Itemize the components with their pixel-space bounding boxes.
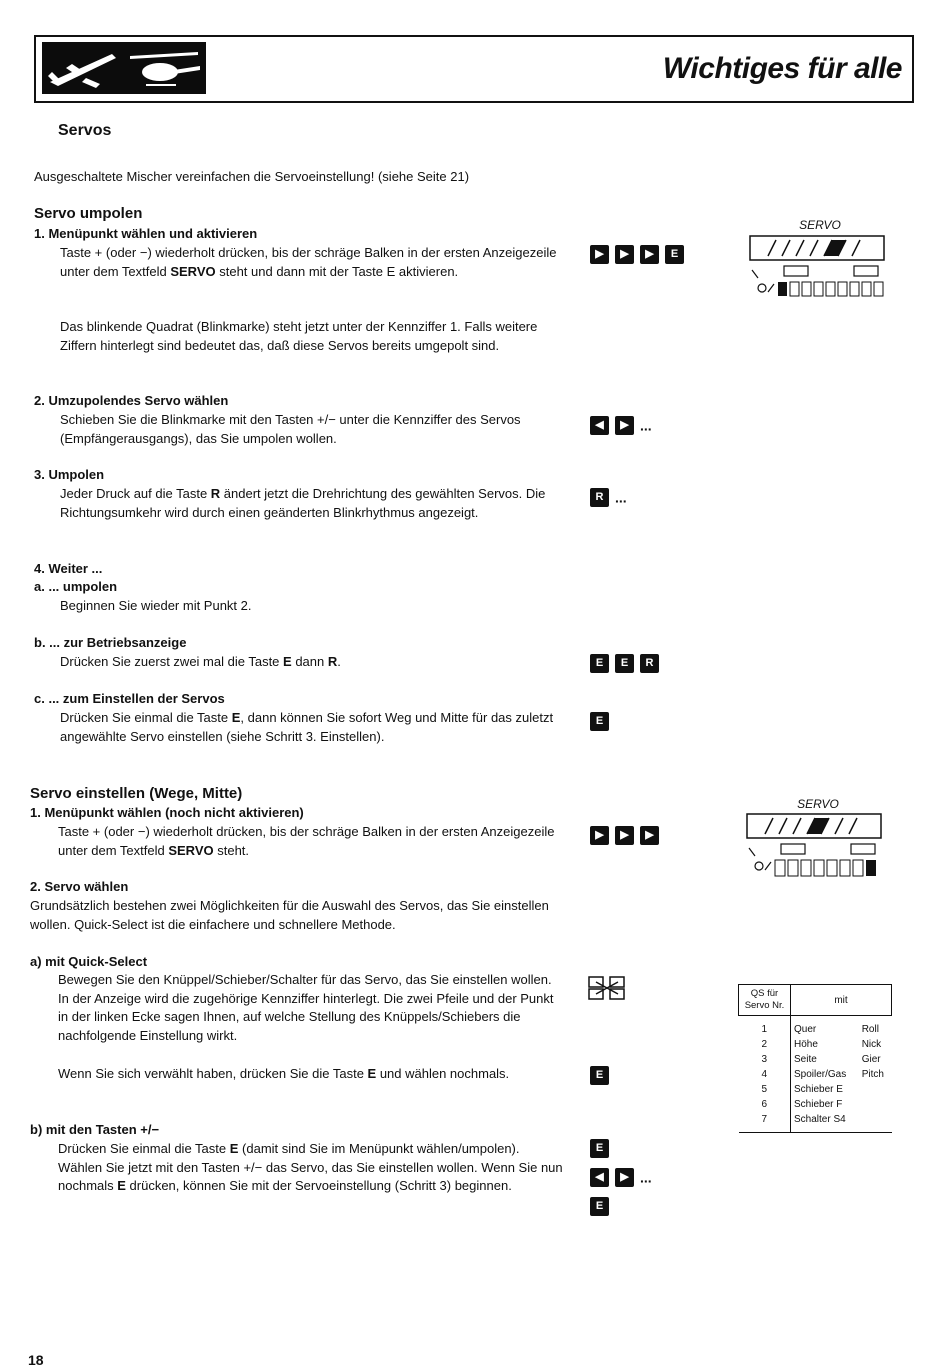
quick-select-keys [590,1066,615,1085]
plus-key-icon: ▶ [640,826,659,845]
step3-text: Jeder Druck auf die Taste R ändert jetzt die Drehrichtung des gewählten Servos. Die Richtungsumkehr wird durch einen geänderten Blinkrhythmus angezeigt. [60,486,546,520]
step2-title: 2. Umzupolendes Servo wählen [34,393,229,408]
e-key-icon: E [590,1197,609,1216]
e-key-icon: E [590,1066,609,1085]
e-key-icon: E [590,712,609,731]
tasten-keys-3 [590,1197,615,1216]
einst-step1-title: 1. Menüpunkt wählen (noch nicht aktivieren) [30,805,304,820]
step3-title: 3. Umpolen [34,467,105,482]
e-key-icon: E [590,654,609,673]
step4c-text: Drücken Sie einmal die Taste E, dann können Sie sofort Weg und Mitte für das zuletzt angewählte Servo einstellen (siehe Schritt 3. Einstellen). [60,710,554,744]
quick-select-text: Bewegen Sie den Knüppel/Schieber/Schalter für das Servo, das Sie einstellen wollen. In der Anzeige wird die zugehörige Kennziffer hinterlegt. Die zwei Pfeile und der Punkt in der linken Ecke sagen Ihnen, auf welche Stellung des Knüppels/Schiebers die nachfolgende Einstellung wirkt. [58,972,554,1043]
step3-keys [590,488,627,507]
step4-title: 4. Weiter ... [34,561,103,576]
table-header-servo-nr: QS für Servo Nr. [739,985,791,1016]
einst-step2-title: 2. Servo wählen [30,879,129,894]
plus-key-icon: ▶ [590,245,609,264]
table-row: 2 Höhe Nick [739,1037,892,1052]
r-key-icon: R [590,488,609,507]
einst-step1-keys [590,826,665,845]
page-title: Wichtiges für alle [662,52,902,85]
intro-text: Ausgeschaltete Mischer vereinfachen die Servoeinstellung! (siehe Seite 21) [34,169,470,184]
e-key-icon: E [590,1139,609,1158]
heading-servo-umpolen: Servo umpolen [34,205,143,222]
plus-key-icon: ▶ [615,416,634,435]
quick-select-title: a) mit Quick-Select [30,954,148,969]
airplane-icon [42,42,124,94]
tasten-text: Drücken Sie einmal die Taste E (damit sind Sie im Menüpunkt wählen/umpolen). Wählen Sie jetzt mit den Tasten +/− das Servo, das Sie einstellen wollen. Wenn Sie nun nochmals E drücken, können Sie mit der Servoeinstellung (Schritt 3) beginnen. [58,1141,563,1193]
step2-text: Schieben Sie die Blinkmarke mit den Tasten +/− unter die Kennziffer des Servos (Empfängerausgangs), das Sie umpolen wollen. [60,412,521,446]
lcd-display-1 [748,234,888,305]
table-row: 4 Spoiler/Gas Pitch [739,1067,892,1082]
table-row: 3 Seite Gier [739,1052,892,1067]
tasten-title: b) mit den Tasten +/− [30,1122,160,1137]
r-key-icon: R [640,654,659,673]
step4b-title: b. ... zur Betriebsanzeige [34,635,187,650]
table-header-mit: mit [834,995,848,1006]
step1-text: Taste + (oder −) wiederholt drücken, bis der schräge Balken in der ersten Anzeigezeile unter dem Textfeld SERVO steht und dann mit der Taste E aktivieren. [60,245,557,279]
quick-select-text2: Wenn Sie sich verwählt haben, drücken Sie die Taste E und wählen nochmals. [58,1066,510,1081]
tasten-keys-1 [590,1139,615,1158]
ellipsis: ... [640,1169,652,1186]
plus-key-icon: ▶ [590,826,609,845]
table-row: 6 Schieber F [739,1097,892,1112]
page-number: 18 [28,1352,44,1368]
lcd-display-2 [745,812,885,887]
plus-key-icon: ▶ [615,826,634,845]
quick-select-table [738,984,892,1133]
section-title: Servos [58,122,112,139]
table-row: 1 Quer Roll [739,1022,892,1037]
plus-key-icon: ▶ [615,245,634,264]
step1-keys [590,245,690,264]
step4c-keys [590,712,615,731]
einst-step2-text: Grundsätzlich bestehen zwei Möglichkeiten für die Auswahl des Servos, das Sie einstellen wollen. Quick-Select ist die einfachere und schnellere Methode. [30,898,549,932]
tasten-keys-2 [590,1168,652,1187]
e-key-icon: E [615,654,634,673]
step1-text2: Das blinkende Quadrat (Blinkmarke) steht jetzt unter der Kennziffer 1. Falls weitere Ziffern hinterlegt sind bedeutet das, daß diese Servos bereits umgepolt sind. [60,319,538,353]
table-row: 5 Schieber E [739,1082,892,1097]
einst-step1-text: Taste + (oder −) wiederholt drücken, bis der schräge Balken in der ersten Anzeigezeile unter dem Textfeld SERVO steht. [58,824,555,858]
helicopter-icon [124,42,206,94]
e-key-icon: E [665,245,684,264]
step1-title: 1. Menüpunkt wählen und aktivieren [34,226,258,241]
stick-select-icon [588,976,626,1005]
step2-keys [590,416,652,435]
ellipsis: ... [640,417,652,434]
step4a-title: a. ... umpolen [34,579,118,594]
lcd-label-2: SERVO [797,797,839,811]
plus-key-icon: ▶ [640,245,659,264]
ellipsis: ... [615,489,627,506]
heading-servo-einstellen: Servo einstellen (Wege, Mitte) [30,785,243,802]
step4c-title: c. ... zum Einstellen der Servos [34,691,225,706]
plus-key-icon: ▶ [615,1168,634,1187]
step4b-text: Drücken Sie zuerst zwei mal die Taste E dann R. [60,654,341,669]
step4a-text: Beginnen Sie wieder mit Punkt 2. [60,598,252,613]
table-row: 7 Schalter S4 [739,1112,892,1127]
lcd-label-1: SERVO [799,218,841,232]
step4b-keys [590,654,665,673]
minus-key-icon: ◀ [590,416,609,435]
minus-key-icon: ◀ [590,1168,609,1187]
